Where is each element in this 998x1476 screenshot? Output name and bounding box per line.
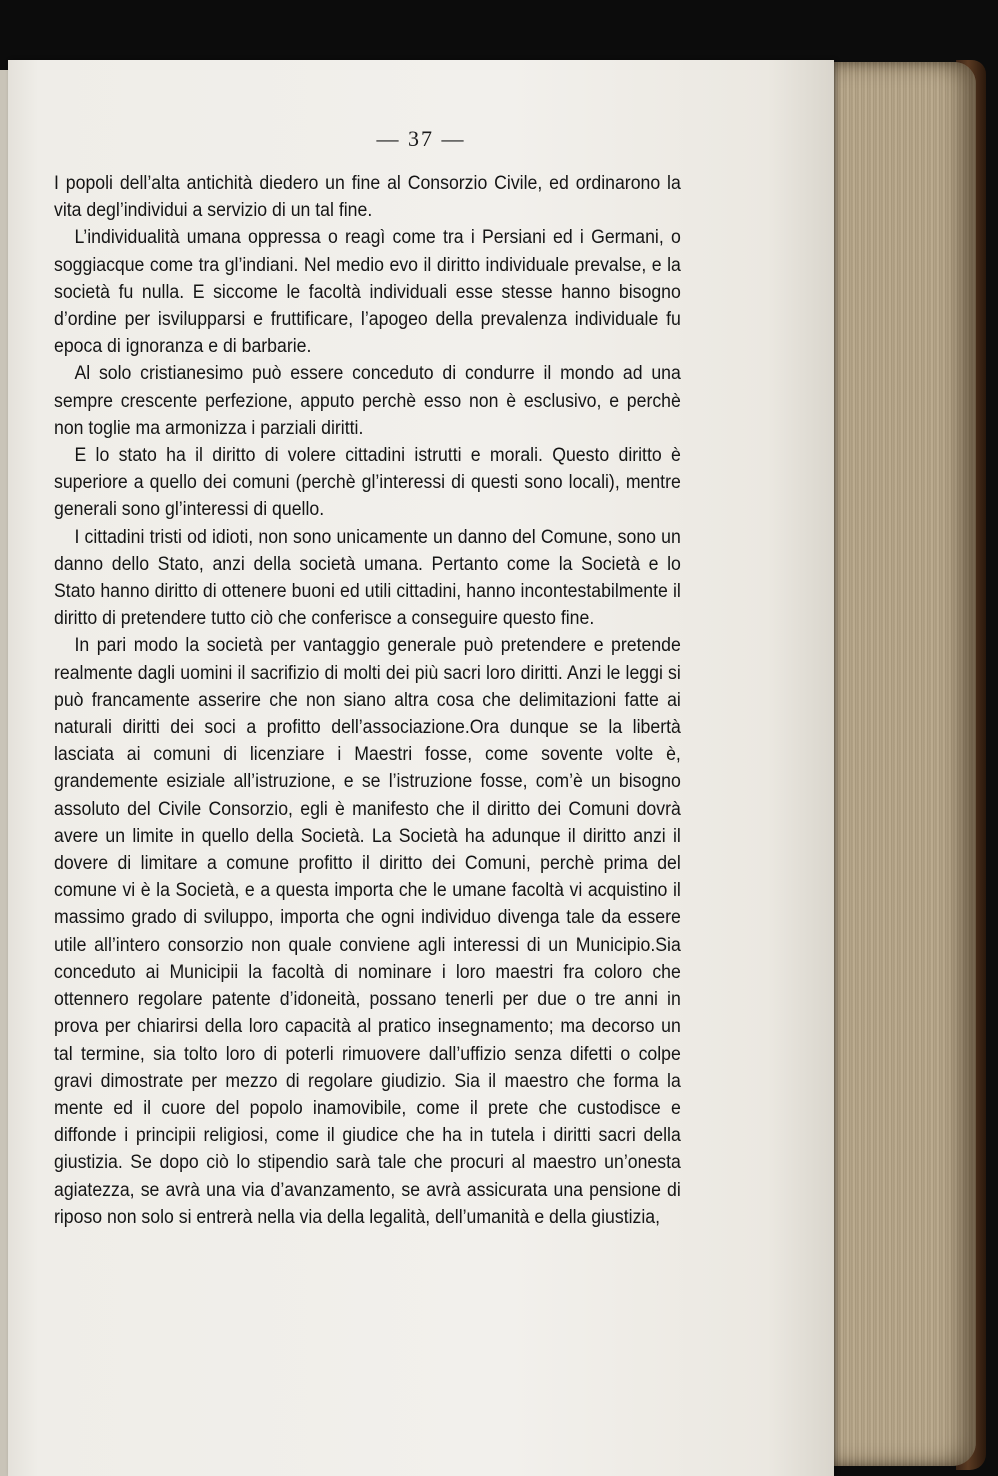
paragraph: Al solo cristianesimo può essere conceduto di condurre il mondo ad una sempre crescente perfezione, apputo perchè esso non è esclusivo, e perchè non toglie ma armonizza i parziali diritti. bbox=[54, 363, 681, 439]
paragraph: In pari modo la società per vantaggio generale può pretendere e pretende realmente dagli uomini il sacrifizio di molti dei più sacri loro diritti. Anzi le leggi si può francamente asserire che non siano altra cosa che delimitazioni fatte ai naturali diritti dei soci a profitto dell’associazione.Ora dunque se la libertà lasciata ai comuni di licenziare i Maestri fosse, come sovente volte è, grandemente esiziale all’istruzione, e se l’istruzione fosse, com’è un bisogno assoluto del Civile Consorzio, egli è manifesto che il diritto dei Comuni dovrà avere un limite in quello della Società. La Società ha adunque il diritto anzi il dovere di limitare a comune profitto il diritto dei Comuni, perchè prima del comune vi è la Società, e a questa importa che le umane facoltà vi acquistino il massimo grado di sviluppo, importa che ogni individuo divenga tale da essere utile all’intero consorzio non quale conviene agli interessi di un Municipio.Sia conceduto ai Municipii la facoltà di nominare i loro maestri fra coloro che ottennero regolare patente d’idoneità, possano tenerli per due o tre anni in prova per chiarirsi della loro capacità al pratico insegnamento; ma decorso un tal termine, sia tolto loro di poterli rimuovere dall’uffizio senza difetti o colpe gravi dimostrate per mezzo di regolare giudizio. Sia il maestro che forma la mente ed il cuore del popolo inamovibile, come il prete che custodisce e diffonde i principii religiosi, come il giudice che ha in tutela i diritti sacri della giustizia. Se dopo ciò lo stipendio sarà tale che procuri al maestro un’onesta agiatezza, se avrà una via d’avanzamento, se avrà assicurata una pensione di riposo non solo si entrerà nella via della legalità, dell’umanità e della giustizia, bbox=[54, 635, 681, 1228]
page-number: — 37 — bbox=[376, 126, 466, 151]
paragraph: L’individualità umana oppressa o reagì come tra i Persiani ed i Germani, o soggiacque come tra gl’indiani. Nel medio evo il diritto individuale prevalse, e la società fu nulla. E siccome le facoltà individuali esse stesse hanno bisogno d’ordine per isvilupparsi e fruttificare, l’apogeo della prevalenza individuale fu epoca di ignoranza e di barbarie. bbox=[54, 227, 681, 358]
page-body-text bbox=[54, 170, 681, 1231]
paragraph: I popoli dell’alta antichità diedero un fine al Consorzio Civile, ed ordinarono la vita degl’individui a servizio di un tal fine. bbox=[54, 173, 681, 222]
paragraph: E lo stato ha il diritto di volere cittadini istrutti e morali. Questo diritto è superiore a quello dei comuni (perchè gl’interessi di questi sono locali), mentre generali sono gl’interessi di quello. bbox=[54, 445, 681, 521]
paragraph: I cittadini tristi od idioti, non sono unicamente un danno del Comune, sono un danno dello Stato, anzi della società umana. Pertanto come la Società e lo Stato hanno diritto di ottenere buoni ed utili cittadini, hanno incontestabilmente il diritto di pretendere tutto ciò che conferisce a conseguire questo fine. bbox=[54, 526, 681, 630]
page-block-edge bbox=[826, 62, 976, 1466]
book-page bbox=[8, 60, 834, 1476]
